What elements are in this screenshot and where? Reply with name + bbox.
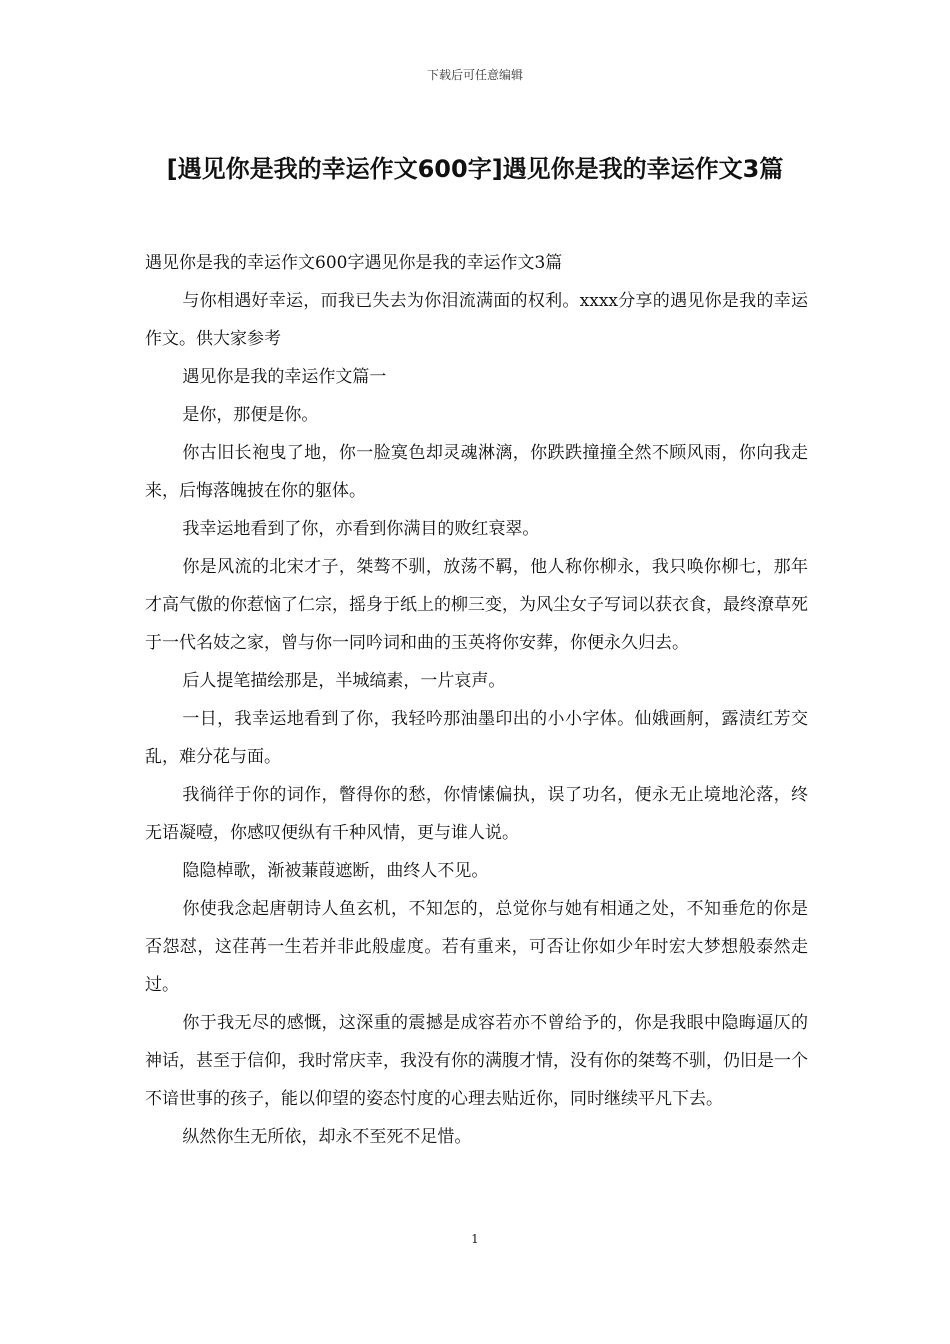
paragraph: 是你，那便是你。 bbox=[182, 405, 319, 425]
paragraph: 一日，我幸运地看到了你，我轻吟那油墨印出的小小字体。仙娥画舸，露渍红芳交乱，难分花与面。 bbox=[145, 709, 808, 767]
header-note: 下载后可任意编辑 bbox=[426, 68, 523, 82]
document-subtitle: 遇见你是我的幸运作文600字遇见你是我的幸运作文3篇 bbox=[145, 253, 563, 273]
paragraph: 隐隐棹歌，渐被蒹葭遮断，曲终人不见。 bbox=[182, 861, 489, 881]
section-heading: 遇见你是我的幸运作文篇一 bbox=[182, 367, 387, 387]
page-number: 1 bbox=[471, 1232, 479, 1246]
paragraph: 你使我念起唐朝诗人鱼玄机，不知怎的，总觉你与她有相通之处，不知垂危的你是否怨怼，这荏苒一生若并非此般虚度。若有重来，可否让你如少年时宏大梦想般泰然走过。 bbox=[145, 899, 808, 995]
paragraph: 纵然你生无所依，却永不至死不足惜。 bbox=[182, 1127, 472, 1147]
paragraph: 后人提笔描绘那是，半城缟素，一片哀声。 bbox=[182, 671, 506, 691]
paragraph: 你于我无尽的感慨，这深重的震撼是成容若亦不曾给予的，你是我眼中隐晦逼仄的神话，甚至于信仰，我时常庆幸，我没有你的满腹才情，没有你的桀骜不驯，仍旧是一个不谙世事的孩子，能以仰望的姿态忖度的心理去贴近你，同时继续平凡下去。 bbox=[145, 1013, 808, 1109]
paragraph: 我幸运地看到了你，亦看到你满目的败红衰翠。 bbox=[182, 519, 540, 539]
paragraph: 你古旧长袍曳了地，你一脸寞色却灵魂淋漓，你跌跌撞撞全然不顾风雨，你向我走来，后悔落魄披在你的躯体。 bbox=[145, 443, 808, 501]
paragraph: 与你相遇好幸运，而我已失去为你泪流满面的权利。xxxx分享的遇见你是我的幸运作文。供大家参考 bbox=[145, 291, 808, 349]
paragraph: 你是风流的北宋才子，桀骜不驯，放荡不羁，他人称你柳永，我只唤你柳七，那年才高气傲的你惹恼了仁宗，摇身于纸上的柳三变，为风尘女子写词以获衣食，最终潦草死于一代名妓之家，曾与你一同吟词和曲的玉英将你安葬，你便永久归去。 bbox=[145, 557, 808, 653]
document-title: [遇见你是我的幸运作文600字]遇见你是我的幸运作文3篇 bbox=[166, 155, 784, 183]
document-body bbox=[145, 244, 808, 1156]
paragraph: 我徜徉于你的词作，瞥得你的愁，你情愫偏执，误了功名，便永无止境地沦落，终无语凝噎，你感叹便纵有千种风情，更与谁人说。 bbox=[145, 785, 808, 843]
